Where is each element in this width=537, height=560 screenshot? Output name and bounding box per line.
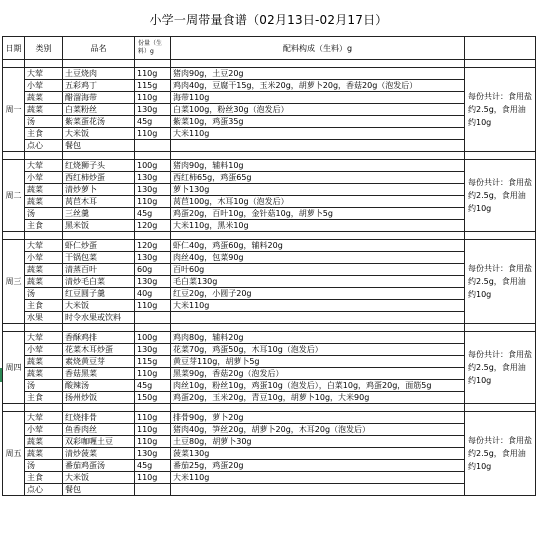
portion-cell: 110g [135,68,171,80]
category-cell: 蔬菜 [25,276,63,288]
category-cell: 小荤 [25,172,63,184]
composition-cell: 鸡蛋20g，玉米20g，青豆10g，胡萝卜10g，大米90g [171,392,465,404]
composition-cell: 黑菜90g，香菇20g（泡发后） [171,368,465,380]
composition-cell: 大米110g [171,472,465,484]
meal-row [3,196,536,208]
composition-cell: 肉丝10g，粉丝10g，鸡蛋10g（泡发后），白菜10g，鸡蛋20g，面筋5g [171,380,465,392]
spacer-cell [3,60,25,68]
day-spacer [3,232,536,240]
category-cell: 点心 [25,140,63,152]
spacer-cell [465,404,536,412]
dish-cell: 清炒菠菜 [63,448,135,460]
category-cell: 大荤 [25,412,63,424]
day-label: 周三 [3,240,25,324]
meal-row [3,276,536,288]
dish-cell: 红烧狮子头 [63,160,135,172]
portion-cell: 45g [135,116,171,128]
dish-cell: 鱼香肉丝 [63,424,135,436]
dish-cell: 莴苣木耳 [63,196,135,208]
oil-salt-note: 每份共计：食用盐约2.5g，食用油约10g [465,160,536,232]
dish-cell: 扬州炒饭 [63,392,135,404]
spacer-cell [465,232,536,240]
meal-row [3,424,536,436]
spacer-cell [25,152,63,160]
composition-cell: 鸡肉40g，豆腐干15g，玉米20g，胡萝卜20g，香菇20g（泡发后） [171,80,465,92]
composition-cell: 排骨90g，萝卜20g [171,412,465,424]
dish-cell: 虾仁炒蛋 [63,240,135,252]
oil-salt-note: 每份共计：食用盐约2.5g，食用油约10g [465,240,536,324]
spacer-cell [135,232,171,240]
composition-cell: 毛白菜130g [171,276,465,288]
meal-row [3,80,536,92]
composition-cell: 番茄25g，鸡蛋20g [171,460,465,472]
composition-cell: 鸡肉80g，辅料20g [171,332,465,344]
dish-cell: 时令水果或饮料 [63,312,135,324]
header-date: 日期 [3,37,25,60]
spacer-cell [3,232,25,240]
dish-cell: 清炒萝卜 [63,184,135,196]
category-cell: 汤 [25,116,63,128]
composition-cell: 花菜70g，鸡蛋50g，木耳10g（泡发后） [171,344,465,356]
dish-cell: 番茄鸡蛋汤 [63,460,135,472]
meal-row [3,264,536,276]
dish-cell: 大米饭 [63,300,135,312]
category-cell: 蔬菜 [25,436,63,448]
meal-row [3,448,536,460]
meal-row [3,160,536,172]
portion-cell: 110g [135,472,171,484]
portion-cell: 130g [135,172,171,184]
category-cell: 汤 [25,380,63,392]
composition-cell: 西红柿65g，鸡蛋65g [171,172,465,184]
category-cell: 主食 [25,300,63,312]
oil-salt-note: 每份共计：食用盐约2.5g，食用油约10g [465,68,536,152]
meal-row [3,288,536,300]
category-cell: 主食 [25,472,63,484]
day-spacer [3,60,536,68]
spacer-cell [63,152,135,160]
composition-cell: 紫菜10g，鸡蛋35g [171,116,465,128]
meal-row [3,240,536,252]
menu-title: 小学一周带量食谱（02月13日-02月17日） [149,13,388,27]
portion-cell: 100g [135,160,171,172]
category-cell: 小荤 [25,424,63,436]
header-portion: 份量（生料）g [135,37,171,60]
spacer-cell [171,324,465,332]
portion-cell [135,312,171,324]
portion-cell: 110g [135,128,171,140]
meal-row [3,412,536,424]
composition-cell: 白菜100g，粉丝30g（泡发后） [171,104,465,116]
day-label: 周一 [3,68,25,152]
composition-cell: 大米110g [171,300,465,312]
composition-cell: 海带110g [171,92,465,104]
meal-row [3,172,536,184]
category-cell: 汤 [25,288,63,300]
meal-row [3,460,536,472]
portion-cell: 120g [135,240,171,252]
composition-cell [171,484,465,496]
composition-cell: 虾仁40g，鸡蛋60g，辅料20g [171,240,465,252]
portion-cell: 110g [135,436,171,448]
spacer-cell [465,60,536,68]
dish-cell: 大米饭 [63,472,135,484]
meal-row [3,116,536,128]
header-category: 类别 [25,37,63,60]
meal-row [3,252,536,264]
header-row [3,37,536,60]
portion-cell: 130g [135,344,171,356]
day-label: 周二 [3,160,25,232]
meal-row [3,356,536,368]
meal-row [3,128,536,140]
dish-cell: 香酥鸡排 [63,332,135,344]
dish-cell: 香菇黑菜 [63,368,135,380]
spacer-cell [135,404,171,412]
meal-row [3,436,536,448]
dish-cell: 餐包 [63,484,135,496]
category-cell: 蔬菜 [25,368,63,380]
spacer-cell [171,152,465,160]
spacer-cell [25,404,63,412]
composition-cell: 大米110g [171,128,465,140]
category-cell: 蔬菜 [25,264,63,276]
meal-row [3,332,536,344]
dish-cell: 花菜木耳炒蛋 [63,344,135,356]
portion-cell: 60g [135,264,171,276]
category-cell: 蔬菜 [25,184,63,196]
dish-cell: 双彩咖喱土豆 [63,436,135,448]
portion-cell: 40g [135,288,171,300]
portion-cell: 110g [135,92,171,104]
dish-cell: 红豆圆子羹 [63,288,135,300]
dish-cell: 醋溜海带 [63,92,135,104]
portion-cell: 45g [135,460,171,472]
category-cell: 大荤 [25,160,63,172]
spacer-cell [171,404,465,412]
composition-cell [171,312,465,324]
oil-salt-note: 每份共计：食用盐约2.5g，食用油约10g [465,412,536,496]
meal-row [3,392,536,404]
meal-row [3,484,536,496]
meal-row [3,368,536,380]
composition-cell: 萝卜130g [171,184,465,196]
day-label: 周五 [3,412,25,496]
spacer-cell [135,152,171,160]
dish-cell: 土豆烧肉 [63,68,135,80]
meal-row [3,140,536,152]
composition-cell: 菠菜130g [171,448,465,460]
spacer-cell [135,324,171,332]
composition-cell: 百叶60g [171,264,465,276]
spacer-cell [25,324,63,332]
composition-cell: 土豆80g，胡萝卜30g [171,436,465,448]
menu-table [2,36,536,496]
meal-row [3,300,536,312]
spacer-cell [171,232,465,240]
dish-cell: 清炒毛白菜 [63,276,135,288]
meal-row [3,104,536,116]
composition-cell: 肉丝40g，包菜90g [171,252,465,264]
oil-salt-note: 每份共计：食用盐约2.5g，食用油约10g [465,332,536,404]
meal-row [3,472,536,484]
category-cell: 水果 [25,312,63,324]
spacer-cell [3,152,25,160]
category-cell: 小荤 [25,252,63,264]
category-cell: 主食 [25,128,63,140]
spacer-cell [135,60,171,68]
dish-cell: 大米饭 [63,128,135,140]
portion-cell: 130g [135,184,171,196]
spacer-cell [63,60,135,68]
portion-cell: 110g [135,368,171,380]
portion-cell: 45g [135,380,171,392]
portion-cell [135,484,171,496]
portion-cell: 120g [135,220,171,232]
meal-row [3,92,536,104]
category-cell: 蔬菜 [25,92,63,104]
spacer-cell [25,60,63,68]
portion-cell: 100g [135,332,171,344]
portion-cell: 130g [135,276,171,288]
spacer-cell [3,324,25,332]
spacer-cell [465,324,536,332]
category-cell: 点心 [25,484,63,496]
spacer-cell [63,232,135,240]
spacer-cell [63,324,135,332]
menu-table-wrap [2,36,535,496]
portion-cell: 110g [135,412,171,424]
portion-cell: 130g [135,104,171,116]
header-dish: 品名 [63,37,135,60]
dish-cell: 酸辣汤 [63,380,135,392]
category-cell: 小荤 [25,344,63,356]
portion-cell: 110g [135,424,171,436]
meal-row [3,344,536,356]
portion-cell: 110g [135,300,171,312]
meal-row [3,312,536,324]
dish-cell: 西红柿炒蛋 [63,172,135,184]
category-cell: 大荤 [25,332,63,344]
spacer-cell [25,232,63,240]
dish-cell: 三丝羹 [63,208,135,220]
portion-cell: 110g [135,196,171,208]
dish-cell: 黑米饭 [63,220,135,232]
meal-row [3,184,536,196]
meal-row [3,68,536,80]
portion-cell: 115g [135,356,171,368]
category-cell: 主食 [25,220,63,232]
meal-row [3,380,536,392]
portion-cell: 130g [135,252,171,264]
category-cell: 大荤 [25,240,63,252]
portion-cell: 45g [135,208,171,220]
composition-cell: 猪肉90g，辅料10g [171,160,465,172]
portion-cell [135,140,171,152]
category-cell: 主食 [25,392,63,404]
composition-cell [171,140,465,152]
day-label: 周四 [3,332,25,404]
composition-cell: 猪肉40g，笋丝20g，胡萝卜20g，木耳20g（泡发后） [171,424,465,436]
day-spacer [3,324,536,332]
category-cell: 小荤 [25,80,63,92]
category-cell: 蔬菜 [25,104,63,116]
composition-cell: 猪肉90g，土豆20g [171,68,465,80]
day-spacer [3,152,536,160]
category-cell: 大荤 [25,68,63,80]
spacer-cell [3,404,25,412]
meal-row [3,220,536,232]
spacer-cell [171,60,465,68]
category-cell: 蔬菜 [25,196,63,208]
dish-cell: 白菜粉丝 [63,104,135,116]
category-cell: 蔬菜 [25,448,63,460]
dish-cell: 紫菜蛋花汤 [63,116,135,128]
composition-cell: 莴苣100g，木耳10g（泡发后） [171,196,465,208]
composition-cell: 红豆20g，小圆子20g [171,288,465,300]
dish-cell: 清蒸百叶 [63,264,135,276]
composition-cell: 大米110g，黑米10g [171,220,465,232]
portion-cell: 150g [135,392,171,404]
dish-cell: 五彩鸡丁 [63,80,135,92]
dish-cell: 红烧排骨 [63,412,135,424]
category-cell: 蔬菜 [25,356,63,368]
dish-cell: 干锅包菜 [63,252,135,264]
category-cell: 汤 [25,460,63,472]
header-composition: 配料构成（生料）g [171,37,465,60]
portion-cell: 115g [135,80,171,92]
category-cell: 汤 [25,208,63,220]
dish-cell: 素烧黄豆芽 [63,356,135,368]
spacer-cell [63,404,135,412]
spacer-cell [465,152,536,160]
portion-cell: 130g [135,448,171,460]
meal-row [3,208,536,220]
composition-cell: 鸡蛋20g，百叶10g，金针菇10g，胡萝卜5g [171,208,465,220]
composition-cell: 黄豆芽110g，胡萝卜5g [171,356,465,368]
dish-cell: 餐包 [63,140,135,152]
header-oil-blank [465,37,536,60]
day-spacer [3,404,536,412]
